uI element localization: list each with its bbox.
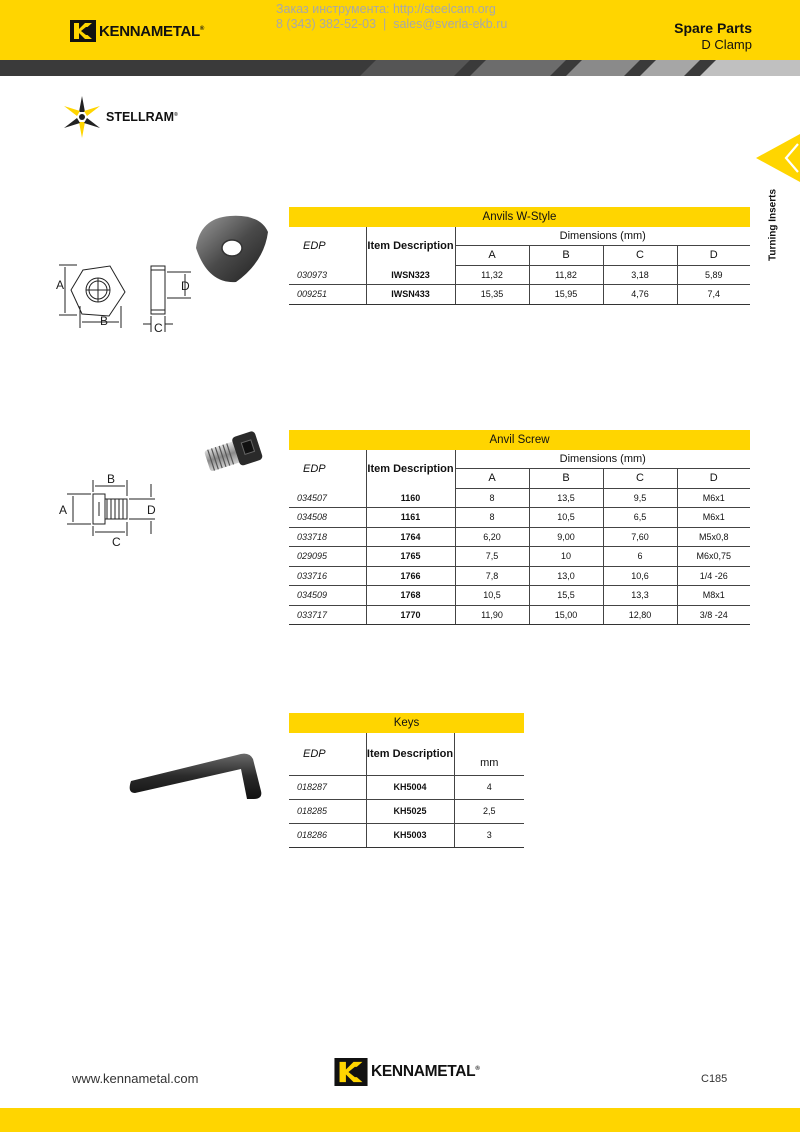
- dim-a-cell: 10,5: [455, 586, 529, 606]
- table-row: [289, 285, 750, 305]
- dim-a-cell: 11,90: [455, 605, 529, 625]
- stellram-star-icon: [62, 95, 102, 139]
- dim-d-cell: 1/4 -26: [677, 566, 750, 586]
- keys-col-item: Item Description: [366, 733, 454, 775]
- dim-b-cell: 15,00: [529, 605, 603, 625]
- edp-cell: 029095: [289, 547, 366, 567]
- edp-cell: 018285: [289, 799, 366, 823]
- mm-cell: 4: [454, 775, 524, 799]
- dim-c-cell: 13,3: [603, 586, 677, 606]
- table-row: [289, 799, 524, 823]
- edp-cell: 033718: [289, 527, 366, 547]
- footer-bar: [0, 1108, 800, 1132]
- page-number: C185: [701, 1073, 728, 1085]
- anvil-dim-label-a: A: [56, 278, 65, 292]
- item-cell: KH5004: [366, 775, 454, 799]
- dim-b-cell: 13,5: [529, 488, 603, 508]
- edp-cell: 033716: [289, 566, 366, 586]
- anvil-screw-photo: [200, 430, 266, 476]
- table-row: [289, 566, 750, 586]
- anvil-dimension-drawing: [55, 252, 200, 347]
- table-row: [289, 547, 750, 567]
- anvils-col-a: A: [455, 245, 529, 265]
- edp-cell: 030973: [289, 265, 366, 285]
- kennametal-k-icon: [70, 20, 96, 42]
- screw-col-a: A: [455, 468, 529, 488]
- dim-c-cell: 4,76: [603, 285, 677, 305]
- dim-c-cell: 6,5: [603, 508, 677, 528]
- kennametal-logo: [70, 20, 204, 42]
- dim-b-cell: 15,95: [529, 285, 603, 305]
- dim-a-cell: 7,8: [455, 566, 529, 586]
- screw-dim-label-a: A: [59, 503, 68, 517]
- edp-cell: 033717: [289, 605, 366, 625]
- anvils-col-c: C: [603, 245, 677, 265]
- footer-website-link[interactable]: www.kennametal.com: [72, 1071, 199, 1086]
- item-cell: 1161: [366, 508, 455, 528]
- anvils-col-b: B: [529, 245, 603, 265]
- keys-col-edp: EDP: [289, 733, 366, 775]
- edp-cell: 034507: [289, 488, 366, 508]
- screw-col-item: Item Description: [366, 450, 455, 488]
- screw-col-c: C: [603, 468, 677, 488]
- screw-table-title: Anvil Screw: [289, 430, 750, 450]
- kennametal-wordmark: KENNAMETAL®: [371, 1063, 480, 1080]
- table-row: [289, 265, 750, 285]
- screw-col-b: B: [529, 468, 603, 488]
- item-cell: KH5025: [366, 799, 454, 823]
- dim-b-cell: 10,5: [529, 508, 603, 528]
- dim-c-cell: 10,6: [603, 566, 677, 586]
- kennametal-wordmark: KENNAMETAL®: [99, 22, 205, 40]
- kennametal-k-icon: [334, 1058, 368, 1086]
- item-cell: 1770: [366, 605, 455, 625]
- table-row: [289, 775, 524, 799]
- anvils-col-edp: EDP: [289, 227, 366, 265]
- anvils-col-dimensions: Dimensions (mm): [559, 229, 646, 242]
- screw-col-edp: EDP: [289, 450, 366, 488]
- dim-a-cell: 8: [455, 488, 529, 508]
- edp-cell: 034508: [289, 508, 366, 528]
- keys-table-title: Keys: [289, 713, 524, 733]
- dim-c-cell: 12,80: [603, 605, 677, 625]
- screw-col-d: D: [677, 468, 750, 488]
- table-row: [289, 508, 750, 528]
- table-row: [289, 823, 524, 847]
- table-row: [289, 527, 750, 547]
- dim-d-cell: 5,89: [677, 265, 750, 285]
- mm-cell: 3: [454, 823, 524, 847]
- dim-d-cell: M5x0,8: [677, 527, 750, 547]
- item-cell: 1765: [366, 547, 455, 567]
- dim-a-cell: 15,35: [455, 285, 529, 305]
- anvils-table: [289, 207, 750, 305]
- dim-b-cell: 10: [529, 547, 603, 567]
- item-cell: 1160: [366, 488, 455, 508]
- anvil-product-photo: [190, 212, 270, 292]
- dim-a-cell: 11,32: [455, 265, 529, 285]
- dim-d-cell: M6x0,75: [677, 547, 750, 567]
- item-cell: IWSN323: [366, 265, 455, 285]
- dim-a-cell: 7,5: [455, 547, 529, 567]
- item-cell: IWSN433: [366, 285, 455, 305]
- item-cell: 1764: [366, 527, 455, 547]
- item-cell: 1766: [366, 566, 455, 586]
- stellram-logo: [62, 95, 178, 139]
- dim-c-cell: 3,18: [603, 265, 677, 285]
- item-cell: KH5003: [366, 823, 454, 847]
- side-tab-arrow-icon: [752, 134, 800, 182]
- item-cell: 1768: [366, 586, 455, 606]
- section-heading: [674, 20, 752, 52]
- page-subtitle: D Clamp: [701, 37, 752, 52]
- contact-info: [276, 2, 507, 32]
- table-row: [289, 586, 750, 606]
- footer-kennametal-logo: [334, 1058, 479, 1086]
- anvil-screw-table: [289, 430, 750, 625]
- dim-b-cell: 9,00: [529, 527, 603, 547]
- dim-d-cell: M6x1: [677, 508, 750, 528]
- keys-table: [289, 713, 524, 848]
- dim-c-cell: 7,60: [603, 527, 677, 547]
- dim-b-cell: 15,5: [529, 586, 603, 606]
- hex-key-photo: [125, 745, 270, 805]
- mm-cell: 2,5: [454, 799, 524, 823]
- screw-dim-label-b: B: [107, 472, 116, 486]
- side-section-label: Turning Inserts: [767, 188, 779, 262]
- screw-col-dimensions: Dimensions (mm): [559, 452, 646, 465]
- dim-d-cell: 3/8 -24: [677, 605, 750, 625]
- anvils-table-title: Anvils W-Style: [289, 207, 750, 227]
- anvils-col-item: Item Description: [366, 227, 455, 265]
- screw-dim-label-d: D: [147, 503, 156, 517]
- stellram-wordmark: STELLRAM®: [106, 110, 178, 124]
- keys-col-mm: mm: [454, 733, 524, 775]
- dim-b-cell: 13,0: [529, 566, 603, 586]
- contact-line-phone-email[interactable]: 8 (343) 382-52-03 | sales@sverla-ekb.ru: [276, 17, 508, 31]
- dim-a-cell: 6,20: [455, 527, 529, 547]
- table-row: [289, 488, 750, 508]
- dim-d-cell: 7,4: [677, 285, 750, 305]
- dim-c-cell: 6: [603, 547, 677, 567]
- dim-a-cell: 8: [455, 508, 529, 528]
- contact-line-order[interactable]: Заказ инструмента: http://steelcam.org: [276, 2, 496, 16]
- table-row: [289, 605, 750, 625]
- page-title: Spare Parts: [674, 20, 752, 36]
- header-bar: [0, 0, 800, 60]
- edp-cell: 034509: [289, 586, 366, 606]
- anvil-dim-label-d: D: [181, 279, 190, 293]
- edp-cell: 018287: [289, 775, 366, 799]
- dim-d-cell: M6x1: [677, 488, 750, 508]
- edp-cell: 018286: [289, 823, 366, 847]
- dim-c-cell: 9,5: [603, 488, 677, 508]
- screw-dim-label-c: C: [112, 535, 121, 549]
- edp-cell: 009251: [289, 285, 366, 305]
- decorative-stripe-band: [0, 60, 800, 76]
- anvil-dim-label-c: C: [154, 321, 163, 335]
- dim-b-cell: 11,82: [529, 265, 603, 285]
- anvil-dim-label-b: B: [100, 314, 109, 328]
- anvils-col-d: D: [677, 245, 750, 265]
- dim-d-cell: M8x1: [677, 586, 750, 606]
